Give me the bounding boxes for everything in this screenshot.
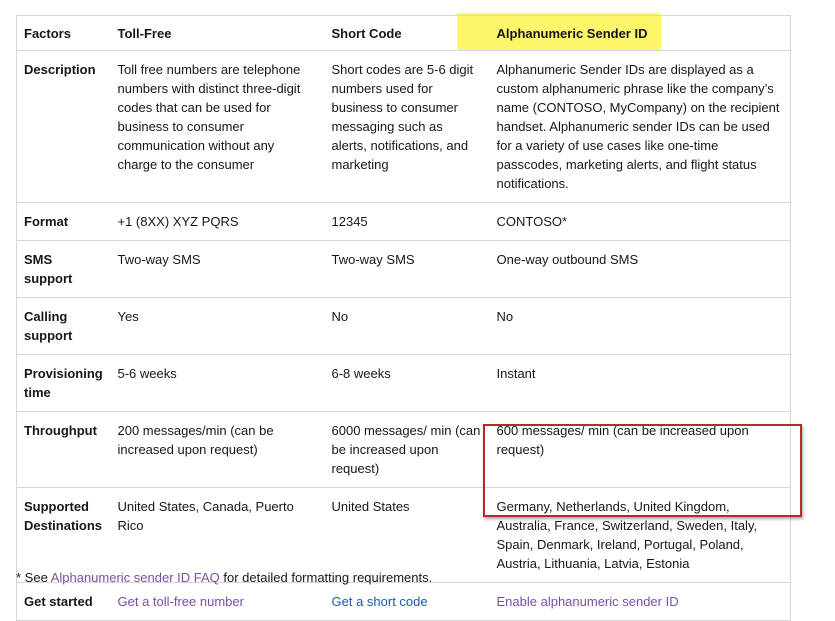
cell-short-code: No bbox=[325, 298, 490, 355]
cell-short-code: 6000 messages/ min (can be increased upon request) bbox=[325, 412, 490, 488]
header-row bbox=[17, 16, 791, 51]
header-alphanumeric-label: Alphanumeric Sender ID bbox=[496, 26, 648, 41]
table-row bbox=[17, 51, 791, 203]
comparison-table bbox=[16, 15, 791, 621]
table-row bbox=[17, 203, 791, 241]
cell-toll-free bbox=[111, 583, 325, 621]
cell-short-code: 12345 bbox=[325, 203, 490, 241]
table-row bbox=[17, 412, 791, 488]
row-label-format: Format bbox=[17, 203, 111, 241]
cell-toll-free: 200 messages/min (can be increased upon request) bbox=[111, 412, 325, 488]
cell-alphanumeric bbox=[490, 583, 791, 621]
row-label-sms-support: SMS support bbox=[17, 241, 111, 298]
row-label-description: Description bbox=[17, 51, 111, 203]
get-short-code-link[interactable]: Get a short code bbox=[331, 594, 428, 609]
cell-alphanumeric: Germany, Netherlands, United Kingdom, Australia, France, Switzerland, Sweden, Italy, Spain, Denmark, Ireland, Portugal, Poland, Austria, Lithuania, Latvia, Estonia bbox=[490, 488, 791, 583]
cell-toll-free: Two-way SMS bbox=[111, 241, 325, 298]
table-row bbox=[17, 298, 791, 355]
footnote-suffix: for detailed formatting requirements. bbox=[219, 570, 433, 585]
cell-toll-free: 5-6 weeks bbox=[111, 355, 325, 412]
cell-alphanumeric: 600 messages/ min (can be increased upon request) bbox=[490, 412, 791, 488]
footnote-prefix: * See bbox=[16, 570, 51, 585]
table-row bbox=[17, 583, 791, 621]
cell-alphanumeric: Alphanumeric Sender IDs are displayed as a custom alphanumeric phrase like the company’s name (CONTOSO, MyCompany) on the recipient handset. Alphanumeric sender IDs can be used for a variety of use cases like one-time passcodes, marketing alerts, and flight status notifications. bbox=[490, 51, 791, 203]
row-label-throughput: Throughput bbox=[17, 412, 111, 488]
footnote bbox=[16, 568, 432, 587]
enable-alphanumeric-sender-id-link[interactable]: Enable alphanumeric sender ID bbox=[496, 594, 679, 609]
header-short-code: Short Code bbox=[325, 16, 490, 51]
cell-alphanumeric: One-way outbound SMS bbox=[490, 241, 791, 298]
cell-short-code: Two-way SMS bbox=[325, 241, 490, 298]
cell-toll-free: United States, Canada, Puerto Rico bbox=[111, 488, 325, 583]
cell-toll-free: Toll free numbers are telephone numbers with distinct three-digit codes that can be used for business to consumer communication without any charge to the consumer bbox=[111, 51, 325, 203]
get-toll-free-number-link[interactable]: Get a toll-free number bbox=[117, 594, 244, 609]
cell-short-code bbox=[325, 583, 490, 621]
table-row bbox=[17, 355, 791, 412]
row-label-get-started: Get started bbox=[17, 583, 111, 621]
cell-toll-free: Yes bbox=[111, 298, 325, 355]
cell-alphanumeric: No bbox=[490, 298, 791, 355]
cell-alphanumeric: CONTOSO* bbox=[490, 203, 791, 241]
cell-alphanumeric: Instant bbox=[490, 355, 791, 412]
alphanumeric-faq-link[interactable]: Alphanumeric sender ID FAQ bbox=[50, 570, 220, 585]
header-factors: Factors bbox=[17, 16, 111, 51]
cell-short-code: United States bbox=[325, 488, 490, 583]
row-label-calling-support: Calling support bbox=[17, 298, 111, 355]
cell-short-code: 6-8 weeks bbox=[325, 355, 490, 412]
cell-toll-free: +1 (8XX) XYZ PQRS bbox=[111, 203, 325, 241]
row-label-supported-destinations: Supported Destinations bbox=[17, 488, 111, 583]
header-alphanumeric bbox=[490, 16, 791, 51]
row-label-provisioning-time: Provisioning time bbox=[17, 355, 111, 412]
table-row bbox=[17, 241, 791, 298]
header-toll-free: Toll-Free bbox=[111, 16, 325, 51]
cell-short-code: Short codes are 5-6 digit numbers used for business to consumer messaging such as alerts, notifications, and marketing bbox=[325, 51, 490, 203]
